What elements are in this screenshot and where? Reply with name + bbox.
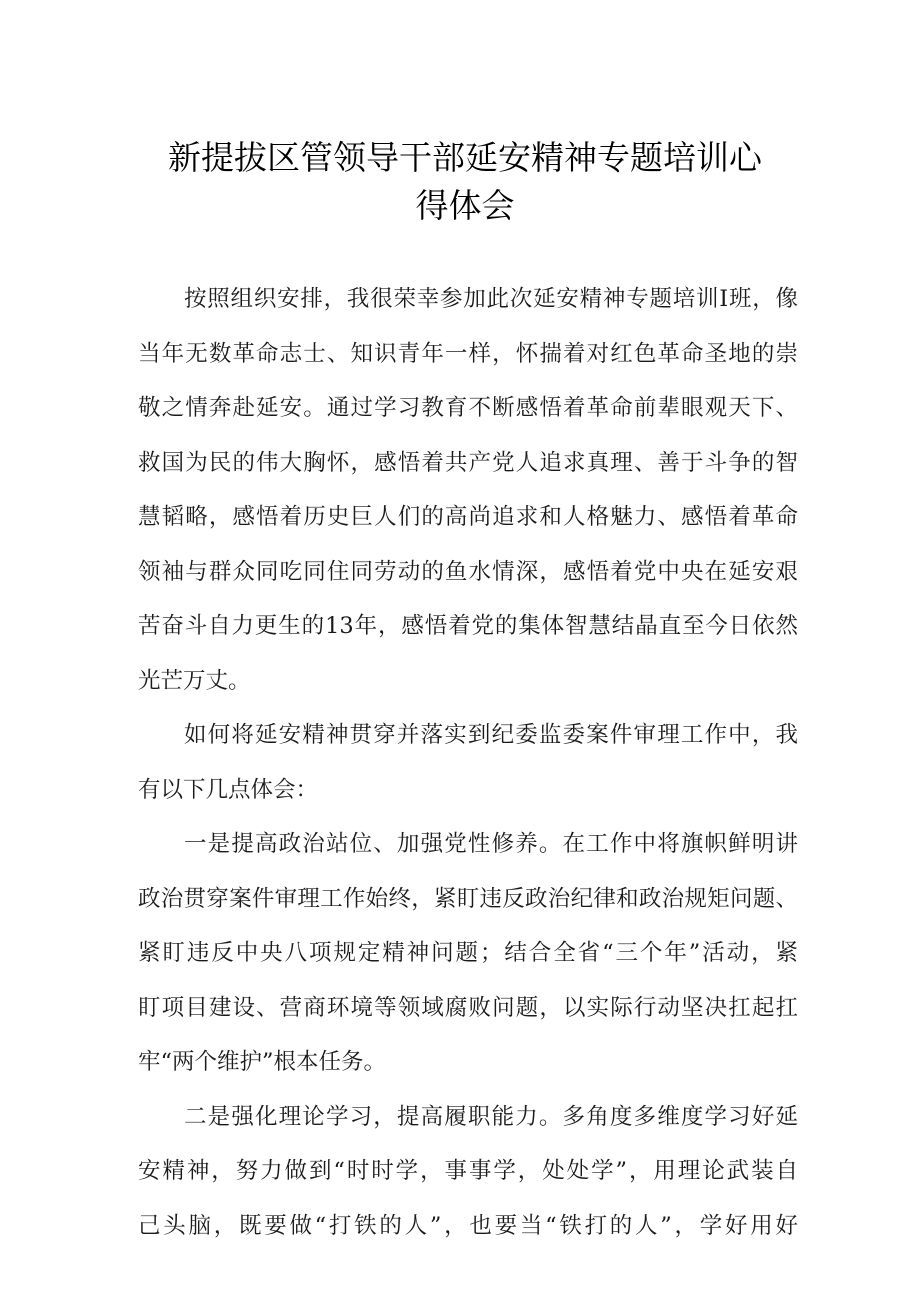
text-line: 慧韬略，感悟着历史巨人们的高尚追求和人格魅力、感悟着革命: [138, 504, 798, 530]
paragraph-3: [138, 817, 798, 1090]
text-line: 一是提高政治站位、加强党性修养。在工作中将旗帜鲜明讲: [184, 831, 798, 857]
text-line: 有以下几点体会：: [138, 776, 319, 803]
text-line: 安精神，努力做到“时时学，事事学，处处学”，用理论武装自: [138, 1158, 798, 1184]
paragraph-1: [138, 272, 798, 708]
text-line: 政治贯穿案件审理工作始终，紧盯违反政治纪律和政治规矩问题、: [138, 885, 798, 912]
document-title-line-1: 新提拔区管领导干部延安精神专题培训心: [168, 138, 762, 177]
text-line: 按照组织安排，我很荣幸参加此次延安精神专题培训I班，像: [184, 286, 798, 312]
text-line: 苦奋斗自力更生的13年，感悟着党的集体智慧结晶直至今日依然: [138, 613, 798, 639]
paragraph-2: [138, 708, 798, 817]
text-line: 二是强化理论学习，提高履职能力。多角度多维度学习好延: [184, 1103, 798, 1130]
document-body: [138, 272, 798, 1253]
text-line: 紧盯违反中央八项规定精神问题；结合全省“三个年”活动，紧: [138, 940, 798, 966]
paragraph-4: [138, 1090, 798, 1254]
text-line: 领袖与群众同吃同住同劳动的鱼水情深，感悟着党中央在延安艰: [138, 558, 798, 585]
text-line: 救国为民的伟大胸怀，感悟着共产党人追求真理、善于斗争的智: [138, 449, 798, 476]
text-line: 光芒万丈。: [138, 667, 251, 694]
text-line: 敬之情奔赴延安。通过学习教育不断感悟着革命前辈眼观天下、: [138, 395, 798, 421]
text-line: 盯项目建设、营商环境等领域腐败问题，以实际行动坚决扛起扛: [138, 994, 798, 1021]
text-line: 己头脑，既要做“打铁的人”，也要当“铁打的人”，学好用好: [138, 1212, 798, 1239]
document-title-line-2: 得体会: [415, 186, 515, 225]
text-line: 当年无数革命志士、知识青年一样，怀揣着对红色革命圣地的崇: [138, 340, 798, 367]
text-line: 牢“两个维护”根本任务。: [138, 1049, 387, 1075]
text-line: 如何将延安精神贯穿并落实到纪委监委案件审理工作中，我: [184, 722, 798, 748]
